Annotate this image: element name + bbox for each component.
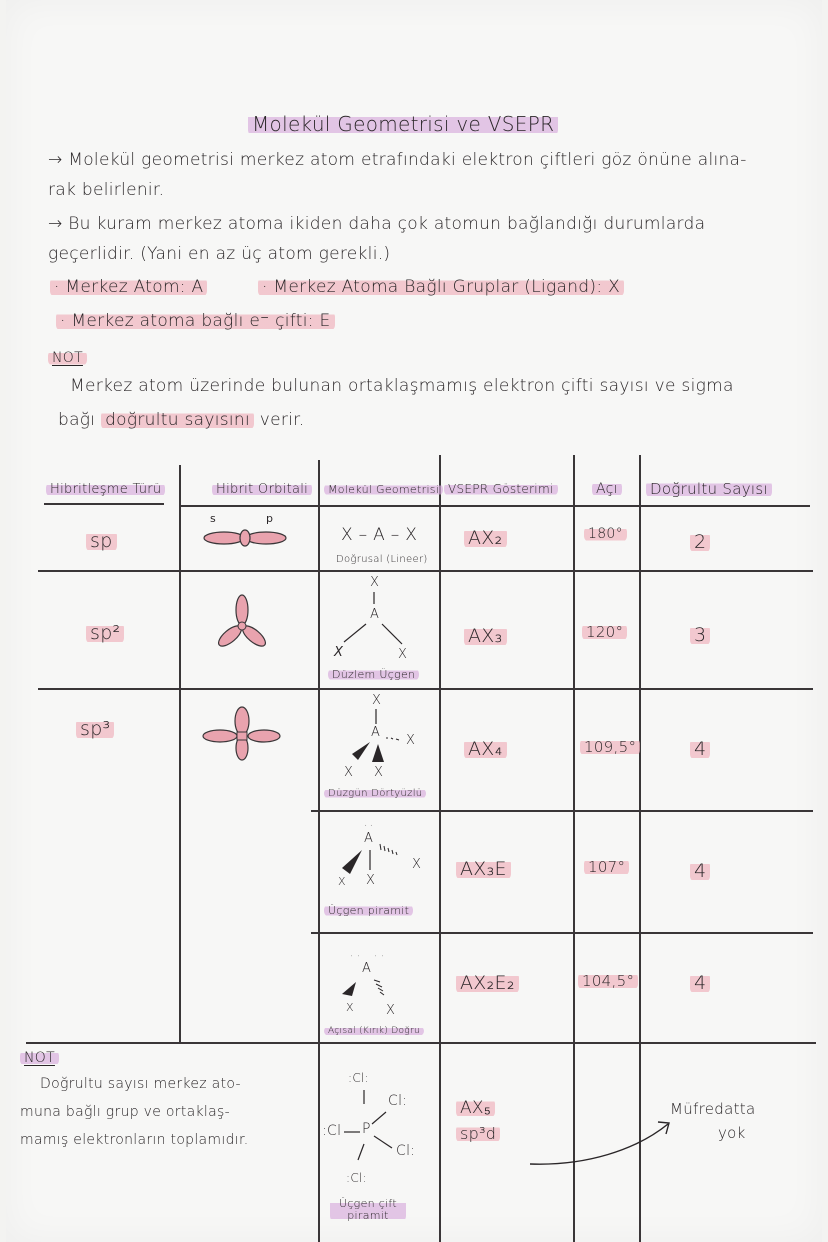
trigonal-planar-structure: X A X X (334, 575, 408, 662)
note-2-line-2: muna bağlı grup ve ortaklaş- (20, 1104, 230, 1120)
header-hybridization: Hibritleşme Türü (46, 482, 165, 497)
definition-lone-pair: · Merkez atoma bağlı e⁻ çifti: E (56, 311, 335, 331)
row-4-vsepr: AX₃E (456, 858, 511, 880)
note-2-line-1: Doğrultu sayısı merkez ato- (40, 1076, 241, 1092)
curved-arrow-icon (526, 1110, 676, 1170)
row-sp2-geometry-name: Düzlem Üçgen (328, 668, 419, 681)
intro-line-3: → Bu kuram merkez atoma ikiden daha çok atomun bağlandığı durumlarda (48, 214, 706, 234)
table-rule (44, 503, 164, 505)
header-vsepr: VSEPR Gösterimi (444, 482, 558, 496)
row-sp3-hybrid: sp³ (76, 718, 114, 740)
bent-structure: · · · · A X X (336, 950, 436, 1030)
table-rule (311, 932, 813, 934)
row-5-angle: 104,5° (578, 972, 638, 990)
notebook-page: Molekül Geometrisi ve VSEPR → Molekül geometrisi merkez atom etrafındaki elektron çiftleri göz önüne alına- rak belirlenir. → Bu kuram merkez atoma ikiden daha çok atomun bağlandığı durumlarda geçerlidir. (Yani en az üç atom gerekli.) · Merkez Atom: A · Merkez Atoma Bağlı Gruplar (Ligand): X · Merkez atoma bağlı e⁻ çifti: E NOT Merkez atom üzerinde bulunan ortaklaşmamış elektron çifti sayısı ve sigma bağı doğrultu sayısını verir. Hibritleşme Türü Hibrit Orbitali Molekül Geometrisi VSEPR Gösterimi Açı Doğrultu Sayısı sp s p X – A – X Doğrusal (Lineer) AX₂ 180° 2 sp² X A X X Düzlem Üçgen AX₃ 120° 3 sp³ X A X X X Düzgün Dörtyüzlü AX₄ 109,5° 4 ·· A X X X Üçgen piramit AX₃E 107° 4 · · · · A X X Açısal (Kırık) Doğru AX₂E₂ 104,5° 4 NOT Doğrultu sayısı merkez ato- muna bağlı grup ve ortaklaş- mamış elektronların toplamıdır. :Cl: Cl: :Cl P Cl: :Cl: Üçgen çift piramit AX₅ sp³d Müfredatta yok (6, 0, 822, 1242)
table-rule (26, 1042, 816, 1044)
sp2-orbital-icon (218, 594, 266, 658)
row-4-angle: 107° (584, 858, 629, 876)
row-sp2-angle: 120° (582, 623, 627, 641)
row-4-geometry-name: Üçgen piramit (324, 904, 413, 917)
row-sp-hybrid: sp (86, 530, 117, 552)
side-note-line-2: yok (718, 1124, 746, 1142)
row-sp-angle: 180° (584, 526, 627, 542)
row-5-direction-count: 4 (690, 972, 710, 994)
row-sp-geometry-formula: X – A – X (341, 525, 418, 545)
table-rule (38, 570, 813, 572)
row-sp-direction-count: 2 (690, 531, 710, 553)
sp3-orbital-icon (202, 706, 282, 762)
table-rule (439, 455, 441, 1242)
note-1-line-2: bağı doğrultu sayısını verir. (58, 410, 305, 430)
note-2-label: NOT (20, 1050, 59, 1066)
table-rule (38, 688, 813, 690)
intro-line-1: → Molekül geometrisi merkez atom etrafındaki elektron çiftleri göz önüne alına- (48, 150, 747, 170)
row-sp-geometry-name: Doğrusal (Lineer) (336, 554, 428, 565)
row-sp2-direction-count: 3 (690, 624, 710, 646)
intro-line-2: rak belirlenir. (48, 180, 165, 200)
definition-ligand: · Merkez Atoma Bağlı Gruplar (Ligand): X (258, 277, 624, 297)
row-5-geometry-name: Açısal (Kırık) Doğru (324, 1026, 424, 1036)
row-sp3-vsepr: AX₄ (464, 738, 507, 760)
page-title: Molekül Geometrisi ve VSEPR (248, 112, 558, 136)
definition-central-atom: · Merkez Atom: A (50, 277, 207, 297)
header-direction-count: Doğrultu Sayısı (646, 480, 772, 498)
row-6-vsepr: AX₅ (456, 1098, 495, 1118)
table-rule (180, 505, 810, 507)
intro-line-4: geçerlidir. (Yani en az üç atom gerekli.) (48, 244, 391, 264)
pcl5-structure: :Cl: Cl: :Cl P Cl: :Cl: (322, 1071, 416, 1185)
header-molecular-geometry: Molekül Geometrisi (324, 483, 443, 496)
row-sp2-vsepr: AX₃ (464, 625, 507, 647)
table-rule (311, 810, 813, 812)
side-note-line-1: Müfredatta (670, 1100, 756, 1118)
row-sp2-hybrid: sp² (86, 622, 124, 644)
header-angle: Açı (592, 481, 622, 497)
row-sp-vsepr: AX₂ (464, 527, 507, 549)
tetrahedral-structure: X A X X X (344, 693, 416, 780)
note-2-line-3: mamış elektronların toplamıdır. (20, 1132, 249, 1148)
row-6-geometry-name: Üçgen çift piramit (330, 1198, 406, 1222)
row-sp3-geometry-name: Düzgün Dörtyüzlü (324, 788, 426, 799)
row-6-vsepr-hybrid: sp³d (456, 1124, 500, 1143)
row-5-vsepr: AX₂E₂ (456, 972, 519, 994)
header-hybrid-orbital: Hibrit Orbitali (212, 482, 312, 497)
note-label: NOT (48, 350, 87, 366)
trigonal-pyramidal-structure: ·· A X X X (338, 819, 422, 888)
row-sp3-direction-count: 4 (690, 738, 710, 760)
note-1-line-1: Merkez atom üzerinde bulunan ortaklaşmamış elektron çifti sayısı ve sigma (70, 376, 734, 396)
row-sp3-angle: 109,5° (580, 738, 640, 756)
table-rule (179, 465, 181, 1043)
row-4-direction-count: 4 (690, 860, 710, 882)
